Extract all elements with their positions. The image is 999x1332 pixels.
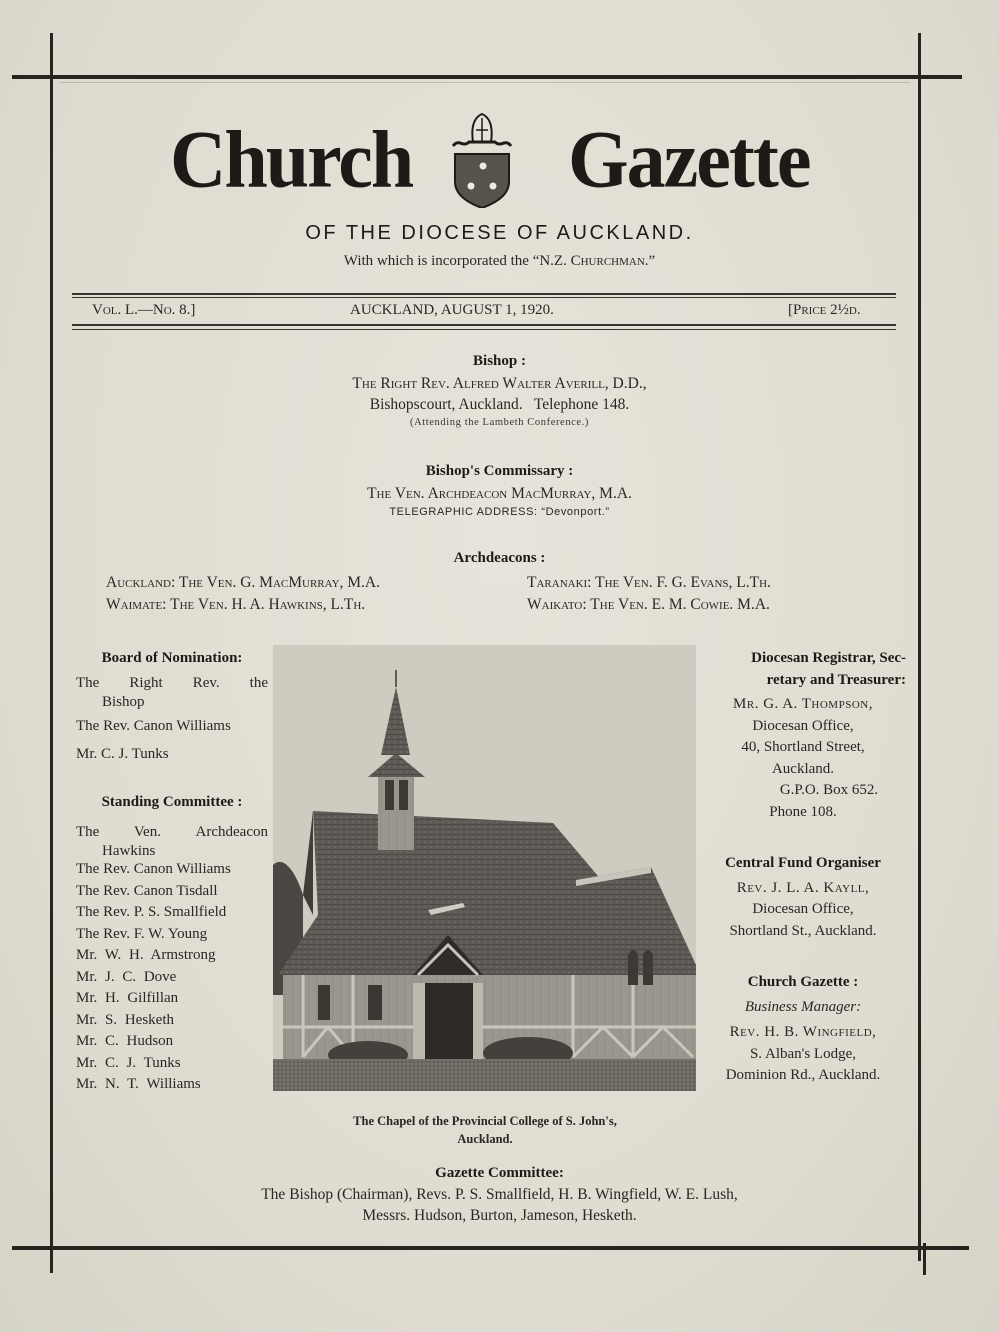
committee-member: Hawkins [102, 843, 156, 859]
bishop-heading: Bishop : [473, 353, 526, 369]
top-border-rule [12, 75, 962, 79]
church-gazette-section [700, 972, 906, 1087]
archdeacon-region: Waimate: [106, 596, 167, 613]
central-fund-line: Diocesan Office, [752, 901, 854, 917]
registrar-line: Auckland. [771, 760, 835, 777]
archdeacon-entry [527, 572, 771, 594]
archdeacons-heading: Archdeacons : [453, 550, 546, 566]
committee-member: Mr. N. T. Williams [76, 1076, 201, 1092]
registrar-line: Diocesan Office, [752, 717, 854, 734]
committee-member: The Rev. Canon Tisdall [76, 882, 218, 899]
central-fund-heading: Central Fund Organiser [725, 855, 881, 871]
masthead-subtitle: OF THE DIOCESE OF AUCKLAND. [305, 222, 694, 244]
archdeacons-left [106, 572, 380, 616]
bottom-right-stub [923, 1243, 926, 1275]
bottom-left-stub [50, 1243, 53, 1273]
issue-top-rule-2 [72, 297, 896, 298]
archdeacon-name: The Ven. F. G. Evans, L.Th. [595, 574, 771, 591]
committee-member: The Rev. Canon Williams [76, 861, 231, 877]
archdeacon-name: The Ven. E. M. Cowie. M.A. [590, 596, 770, 613]
registrar-line: G.P.O. Box 652. [779, 782, 879, 798]
incorporated-name: Churchman [570, 253, 645, 269]
chapel-photograph-icon [273, 645, 696, 1091]
board-member: Bishop [102, 694, 145, 710]
masthead-title-church: Church [170, 112, 413, 205]
registrar-line: 40, Shortland Street, [741, 739, 865, 755]
central-fund-name: Rev. J. L. A. Kayll, [736, 879, 870, 896]
issue-place-date: AUCKLAND, AUGUST 1, 1920. [350, 302, 554, 318]
committee-member: Mr. C. Hudson [76, 1033, 174, 1049]
bishop-name: The Right Rev. Alfred Walter Averill, D.D., [352, 375, 647, 392]
bishop-address: Bishopscourt, Auckland. Telephone 148. [369, 396, 630, 413]
central-fund-section [700, 853, 906, 942]
registrar-name: Mr. G. A. Thompson, [733, 696, 873, 712]
registrar-heading-line1: Diocesan Registrar, Sec- [751, 650, 906, 666]
board-member: The Right Rev. the [76, 674, 268, 691]
registrar-line: Phone 108. [769, 803, 837, 820]
photo-caption-line2: Auckland. [457, 1132, 513, 1146]
incorporated-suffix: .” [644, 253, 656, 269]
gazette-committee-heading: Gazette Committee: [435, 1165, 564, 1181]
photo-caption [270, 1112, 700, 1148]
telegraphic-address: TELEGRAPHIC ADDRESS: “Devonport.” [389, 506, 610, 518]
issue-volume: Vol. L.—No. 8.] [92, 302, 196, 318]
masthead-title-gazette: Gazette [568, 112, 810, 205]
church-gazette-heading: Church Gazette : [747, 974, 859, 990]
commissary-name: The Ven. Archdeacon MacMurray, M.A. [367, 485, 632, 502]
gazette-committee-section [0, 1165, 999, 1226]
committee-member: Mr. S. Hesketh [76, 1011, 174, 1028]
board-member: The Rev. Canon Williams [76, 718, 231, 734]
committee-member: Mr. C. J. Tunks [76, 1054, 181, 1071]
church-gazette-line: S. Alban's Lodge, [749, 1045, 857, 1062]
commissary-section [0, 463, 999, 518]
church-gazette-line: Dominion Rd., Auckland. [725, 1067, 881, 1083]
central-fund-line: Shortland St., Auckland. [729, 922, 877, 939]
issue-price: [Price 2½d. [788, 302, 861, 318]
left-border-rule [50, 33, 53, 1243]
issue-bottom-rule-2 [72, 329, 896, 330]
top-border-thin-rule [60, 82, 910, 83]
standing-committee [76, 792, 268, 1096]
registrar-heading-line2: retary and Treasurer: [766, 671, 906, 688]
diocese-crest-icon [449, 108, 515, 208]
committee-member: The Rev. F. W. Young [76, 925, 208, 942]
commissary-heading: Bishop's Commissary : [425, 463, 574, 479]
board-of-nomination [76, 648, 268, 765]
committee-member: The Ven. Archdeacon [76, 823, 268, 840]
archdeacon-name: The Ven. G. MacMurray, M.A. [178, 574, 380, 591]
right-border-rule [918, 33, 921, 1261]
standing-committee-heading: Standing Committee : [101, 794, 243, 810]
business-manager-name: Rev. H. B. Wingfield, [729, 1024, 877, 1040]
bishop-note: (Attending the Lambeth Conference.) [409, 417, 590, 428]
archdeacon-entry [106, 572, 380, 594]
archdeacon-region: Auckland: [106, 574, 176, 591]
business-manager-label: Business Manager: [744, 998, 862, 1015]
photo-caption-line1: The Chapel of the Provincial College of S. John's, [353, 1114, 617, 1128]
incorporated-line [0, 253, 999, 270]
committee-member: Mr. W. H. Armstrong [76, 947, 216, 963]
incorporated-prefix: With which is incorporated the “N.Z. [343, 253, 571, 269]
gazette-committee-line2: Messrs. Hudson, Burton, Jameson, Hesketh. [362, 1207, 637, 1224]
bishop-section [0, 353, 999, 428]
archdeacon-region: Waikato: [527, 596, 587, 613]
archdeacon-name: The Ven. H. A. Hawkins, L.Th. [170, 596, 366, 613]
archdeacon-region: Taranaki: [527, 574, 592, 591]
archdeacon-entry [106, 594, 380, 616]
bottom-border-rule [12, 1246, 969, 1250]
chapel-photo [273, 645, 696, 1091]
issue-top-rule-1 [72, 293, 896, 295]
archdeacons-section [0, 550, 999, 567]
committee-member: The Rev. P. S. Smallfield [76, 904, 227, 920]
issue-bottom-rule-1 [72, 324, 896, 326]
committee-member: Mr. J. C. Dove [76, 968, 177, 985]
gazette-committee-line1: The Bishop (Chairman), Revs. P. S. Smallfield, H. B. Wingfield, W. E. Lush, [261, 1186, 738, 1203]
archdeacons-right [527, 572, 771, 616]
registrar-section [700, 648, 906, 823]
masthead [0, 108, 999, 208]
archdeacon-entry [527, 594, 771, 616]
board-member: Mr. C. J. Tunks [76, 745, 169, 762]
board-heading: Board of Nomination: [101, 650, 243, 666]
committee-member: Mr. H. Gilfillan [76, 990, 179, 1006]
